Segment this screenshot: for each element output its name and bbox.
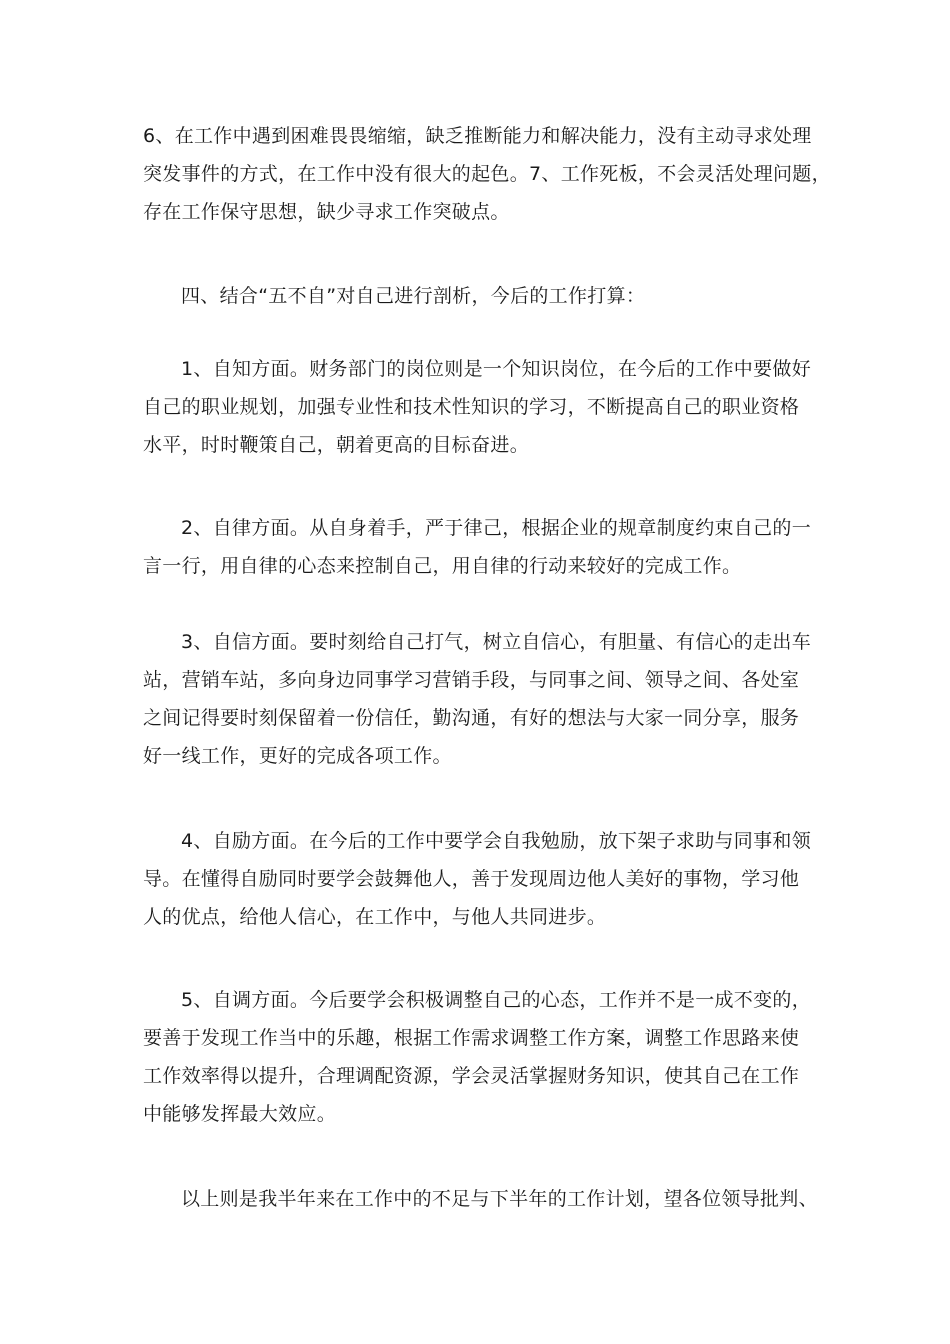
text-line: 6、在工作中遇到困难畏畏缩缩，缺乏推断能力和解决能力，没有主动寻求处理 xyxy=(143,125,812,147)
text-line: 言一行，用自律的心态来控制自己，用自律的行动来较好的完成工作。 xyxy=(143,555,742,577)
paragraph-self-adjustment xyxy=(143,981,823,1133)
text-line: 4、自励方面。在今后的工作中要学会自我勉励，放下架子求助与同事和领 xyxy=(181,830,811,852)
text-line: 要善于发现工作当中的乐趣，根据工作需求调整工作方案，调整工作思路来使 xyxy=(143,1027,800,1049)
text-line: 站，营销车站，多向身边同事学习营销手段，与同事之间、领导之间、各处室 xyxy=(143,669,800,691)
text-line: 3、自信方面。要时刻给自己打气，树立自信心，有胆量、有信心的走出车 xyxy=(181,631,811,653)
text-line: 自己的职业规划，加强专业性和技术性知识的学习，不断提高自己的职业资格 xyxy=(143,396,800,418)
text-line: 以上则是我半年来在工作中的不足与下半年的工作计划，望各位领导批判、 xyxy=(181,1188,818,1210)
text-line: 存在工作保守思想，缺少寻求工作突破点。 xyxy=(143,201,510,223)
text-line: 工作效率得以提升，合理调配资源，学会灵活掌握财务知识，使其自己在工作 xyxy=(143,1065,800,1087)
text-line: 导。在懂得自励同时要学会鼓舞他人，善于发现周边他人美好的事物，学习他 xyxy=(143,868,800,890)
paragraph-conclusion xyxy=(143,1180,823,1218)
text-line: 1、自知方面。财务部门的岗位则是一个知识岗位，在今后的工作中要做好 xyxy=(181,358,811,380)
paragraph-self-knowledge xyxy=(143,350,823,464)
text-line: 突发事件的方式，在工作中没有很大的起色。7、工作死板，不会灵活处理问题， xyxy=(143,163,831,185)
paragraph-self-confidence xyxy=(143,623,823,775)
text-line: 中能够发挥最大效应。 xyxy=(143,1103,337,1125)
paragraph-self-discipline xyxy=(143,509,823,585)
text-line: 5、自调方面。今后要学会积极调整自己的心态，工作并不是一成不变的， xyxy=(181,989,811,1011)
paragraph-self-encouragement xyxy=(143,822,823,936)
paragraph-shortcomings-6-7 xyxy=(143,117,831,231)
text-line: 水平，时时鞭策自己，朝着更高的目标奋进。 xyxy=(143,434,530,456)
text-line: 之间记得要时刻保留着一份信任，勤沟通，有好的想法与大家一同分享，服务 xyxy=(143,707,800,729)
text-line: 人的优点，给他人信心，在工作中，与他人共同进步。 xyxy=(143,906,607,928)
section-heading-four xyxy=(143,277,823,315)
text-line: 好一线工作，更好的完成各项工作。 xyxy=(143,745,452,767)
heading-line: 四、结合“五不自”对自己进行剖析，今后的工作打算： xyxy=(181,285,646,307)
text-line: 2、自律方面。从自身着手，严于律己，根据企业的规章制度约束自己的一 xyxy=(181,517,811,539)
